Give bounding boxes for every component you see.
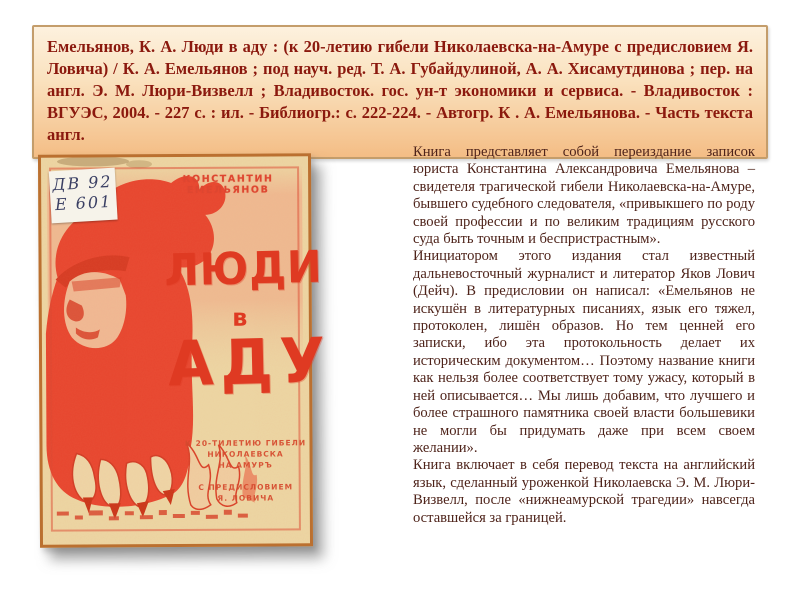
cover-preface	[173, 481, 319, 504]
book-cover	[38, 153, 333, 547]
cover-subtitle-line3: НА АМУРЪ	[218, 460, 273, 470]
cover-subtitle-line2: НИКОЛАЕВСКА	[207, 449, 284, 459]
call-number-line2: Е 601	[54, 191, 113, 215]
description-paragraph-2: Инициатором этого издания стал известный дальневосточный журналист и литератор Яков Лович (Дейч). В предисловии он написал: «Емельянов не искушён в литературных писаниях, язык его тяжел, протоколен, лишён образов. Но тем ценней его записки, ибо эта протокольность делает их историческим документом… Поэтому название книги как нельзя более соответствует тому ужасу, который в ней описывается… Мы лишь добавим, что лучшего и более страшного памятника своей власти большевики не могли бы придумать даже при всем своем желании».	[413, 248, 755, 456]
citation-box	[32, 25, 768, 159]
book-description	[413, 144, 755, 527]
cover-author: КОНСТАНТИН ЕМЕЛЬЯНОВ	[182, 173, 274, 196]
cover-title-line1: ЛЮДИ	[163, 241, 324, 297]
cover-subtitle	[172, 437, 318, 471]
library-call-number-sticker	[49, 168, 118, 224]
cover-subtitle-line1: К 20-ТИЛЕТИЮ ГИБЕЛИ	[184, 438, 307, 448]
call-number-line1: ДВ 92	[51, 171, 114, 195]
cover-preface-line2: Я. ЛОВИЧА	[217, 493, 275, 503]
cover-title-line2: в	[232, 303, 248, 332]
cover-preface-line1: С ПРЕДИСЛОВИЕМ	[198, 482, 294, 492]
cover-title-line3: АДУ	[167, 323, 333, 401]
description-paragraph-3: Книга включает в себя перевод текста на английский язык, сделанный уроженкой Николаевска Э. М. Люри-Визвелл, после «нижнеамурской трагедии» навсегда оставшейся за границей.	[413, 457, 755, 526]
description-paragraph-1: Книга представляет собой переиздание записок юриста Константина Александровича Емельянова – свидетеля трагической гибели Николаевска-на-Амуре, бывшего судебного следователя, «привыкшего по роду своей профессии и по великим традициям русского суда быть точным и беспристрастным».	[413, 144, 755, 248]
citation-text: Емельянов, К. А. Люди в аду : (к 20-летию гибели Николаевска-на-Амуре с предисловием Я. Ловича) / К. А. Емельянов ; под науч. ред. Т. А. Губайдулиной, А. А. Хисамутдинова ; пер. на англ. Э. М. Люри-Визвелл ; Владивосток. гос. ун-т экономики и сервиса. - Владивосток : ВГУЭС, 2004. - 227 с. : ил. - Библиогр.: с. 222-224. - Автогр. К . А. Емельянова. - Часть текста англ.	[47, 37, 753, 144]
